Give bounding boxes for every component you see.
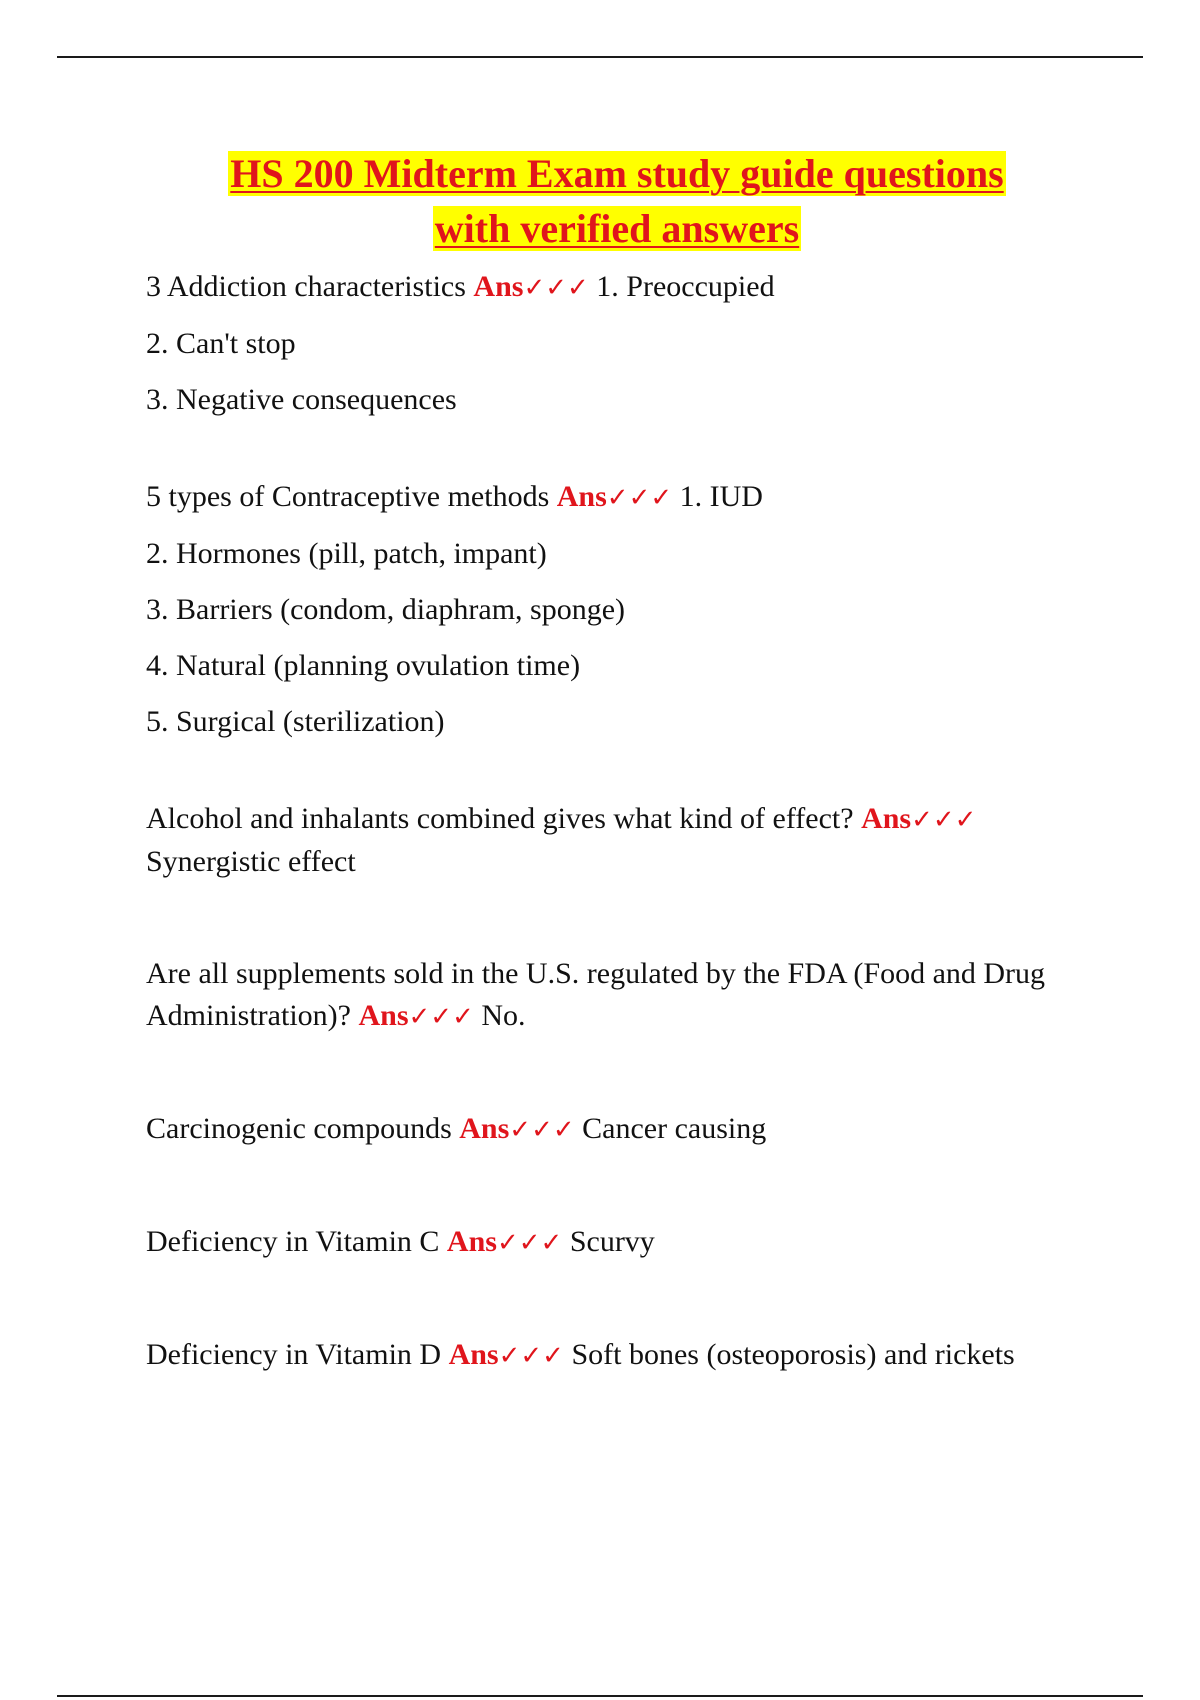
answer-line: 5. Surgical (sterilization) bbox=[146, 705, 445, 738]
qa-item bbox=[146, 476, 1046, 743]
ans-label: Ans bbox=[446, 1225, 497, 1258]
question-text: Are all supplements sold in the U.S. regulated by the FDA (Food and Drug Administration)? bbox=[146, 957, 1046, 1032]
question-text: Carcinogenic compounds bbox=[146, 1112, 452, 1145]
checkmarks-icon: ✓✓✓ bbox=[498, 1341, 564, 1371]
qa-list bbox=[146, 266, 1046, 1432]
answer-line: 3. Barriers (condom, diaphram, sponge) bbox=[146, 593, 626, 626]
ans-label: Ans bbox=[358, 999, 409, 1032]
qa-item bbox=[146, 1108, 1046, 1151]
ans-label: Ans bbox=[556, 480, 607, 513]
answer-line: 2. Hormones (pill, patch, impant) bbox=[146, 537, 547, 570]
answer-text: Soft bones (osteoporosis) and rickets bbox=[571, 1338, 1015, 1371]
title-line-2: with verified answers bbox=[434, 206, 800, 251]
checkmarks-icon: ✓✓✓ bbox=[509, 1115, 575, 1145]
checkmarks-icon: ✓✓✓ bbox=[408, 1002, 474, 1032]
answer-line: 3. Negative consequences bbox=[146, 383, 457, 416]
question-text: 3 Addiction characteristics bbox=[146, 270, 466, 303]
ans-label: Ans bbox=[459, 1112, 510, 1145]
answer-text: Scurvy bbox=[569, 1225, 655, 1258]
checkmarks-icon: ✓✓✓ bbox=[523, 273, 589, 303]
question-text: 5 types of Contraceptive methods bbox=[146, 480, 550, 513]
title-line-1: HS 200 Midterm Exam study guide questions bbox=[230, 151, 1004, 196]
answer-text: No. bbox=[481, 999, 526, 1032]
qa-item bbox=[146, 1334, 1046, 1377]
answer-line: 4. Natural (planning ovulation time) bbox=[146, 649, 581, 682]
answer-text: 1. Preoccupied bbox=[596, 270, 775, 303]
checkmarks-icon: ✓✓✓ bbox=[911, 805, 977, 835]
qa-item bbox=[146, 1221, 1046, 1264]
ans-label: Ans bbox=[861, 802, 912, 835]
question-text: Deficiency in Vitamin D bbox=[146, 1338, 442, 1371]
document-title bbox=[0, 146, 1200, 256]
question-text: Alcohol and inhalants combined gives what kind of effect? bbox=[146, 802, 854, 835]
bottom-rule bbox=[57, 1695, 1143, 1697]
ans-label: Ans bbox=[448, 1338, 499, 1371]
question-text: Deficiency in Vitamin C bbox=[146, 1225, 440, 1258]
qa-item bbox=[146, 266, 1046, 421]
answer-text: 1. IUD bbox=[679, 480, 763, 513]
answer-text: Cancer causing bbox=[582, 1112, 767, 1145]
qa-item bbox=[146, 953, 1046, 1038]
ans-label: Ans bbox=[473, 270, 524, 303]
checkmarks-icon: ✓✓✓ bbox=[606, 483, 673, 513]
answer-text: Synergistic effect bbox=[146, 845, 356, 878]
checkmarks-icon: ✓✓✓ bbox=[496, 1228, 563, 1258]
top-rule bbox=[57, 56, 1143, 58]
qa-item bbox=[146, 798, 1046, 883]
answer-line: 2. Can't stop bbox=[146, 327, 296, 360]
